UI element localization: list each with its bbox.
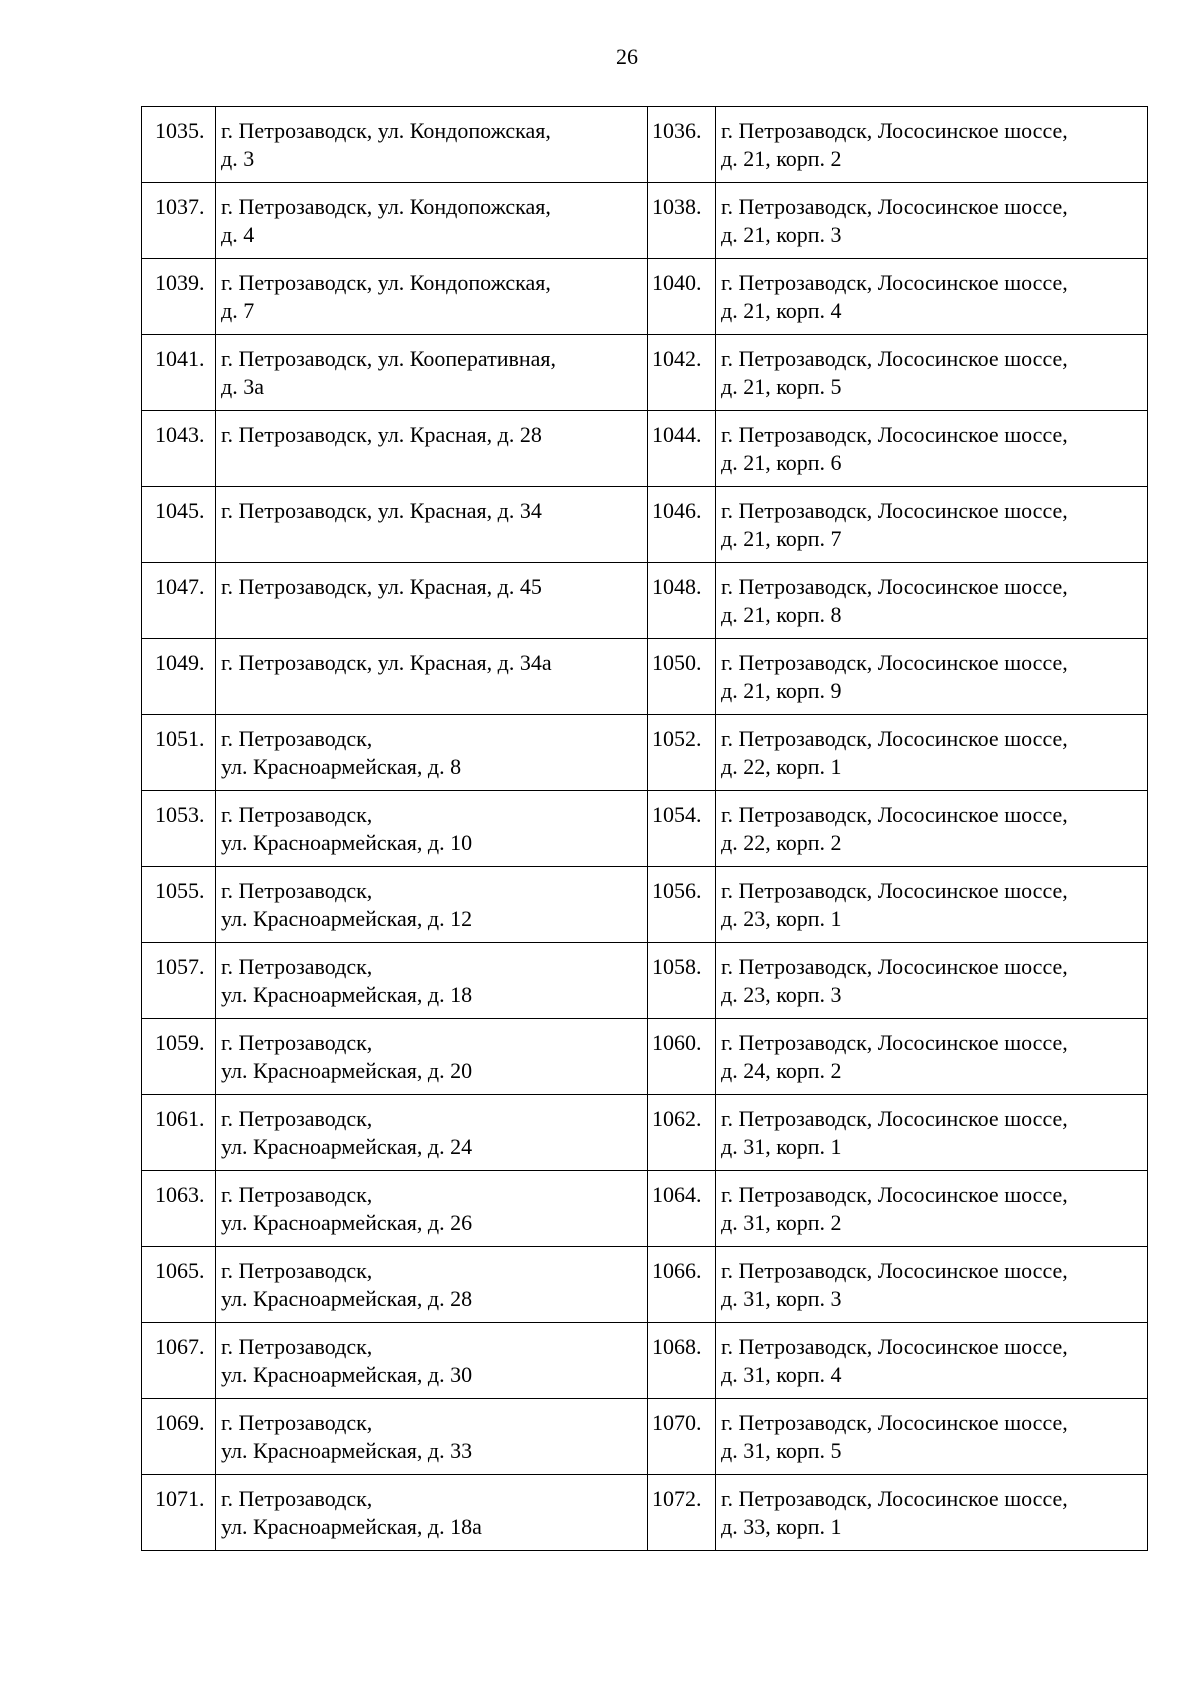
address-line: д. 23, корп. 1 <box>721 906 842 931</box>
left-entry-number: 1045. <box>142 487 216 563</box>
left-entry-number: 1051. <box>142 715 216 791</box>
address-line: ул. Красноармейская, д. 33 <box>221 1438 473 1463</box>
address-line: г. Петрозаводск, Лососинское шоссе, <box>721 954 1068 979</box>
address-line: г. Петрозаводск, ул. Кондопожская, <box>221 194 551 219</box>
address-line: д. 31, корп. 3 <box>721 1286 842 1311</box>
left-entry-number: 1063. <box>142 1171 216 1247</box>
left-entry-address <box>216 411 648 487</box>
left-entry-address <box>216 1171 648 1247</box>
right-entry-number: 1050. <box>648 639 716 715</box>
table-row <box>142 487 1148 563</box>
address-line: д. 3 <box>221 146 255 171</box>
address-line: ул. Красноармейская, д. 20 <box>221 1058 473 1083</box>
right-entry-number: 1048. <box>648 563 716 639</box>
address-line: д. 22, корп. 1 <box>721 754 842 779</box>
left-entry-number: 1057. <box>142 943 216 1019</box>
address-line: д. 31, корп. 1 <box>721 1134 842 1159</box>
left-entry-number: 1039. <box>142 259 216 335</box>
right-entry-number: 1054. <box>648 791 716 867</box>
address-line: д. 21, корп. 3 <box>721 222 842 247</box>
table-row <box>142 1399 1148 1475</box>
address-line: г. Петрозаводск, Лососинское шоссе, <box>721 802 1068 827</box>
address-line: д. 21, корп. 6 <box>721 450 842 475</box>
right-entry-number: 1060. <box>648 1019 716 1095</box>
address-line: г. Петрозаводск, Лососинское шоссе, <box>721 118 1068 143</box>
address-line: д. 21, корп. 8 <box>721 602 842 627</box>
address-line: г. Петрозаводск, <box>221 1258 373 1283</box>
address-line: г. Петрозаводск, Лососинское шоссе, <box>721 346 1068 371</box>
address-table <box>141 106 1148 1551</box>
left-entry-number: 1049. <box>142 639 216 715</box>
address-line: г. Петрозаводск, <box>221 1182 373 1207</box>
address-line: г. Петрозаводск, <box>221 1334 373 1359</box>
right-entry-address <box>716 487 1148 563</box>
address-line: г. Петрозаводск, <box>221 1106 373 1131</box>
table-row <box>142 1475 1148 1551</box>
address-line: г. Петрозаводск, <box>221 1030 373 1055</box>
address-line: д. 22, корп. 2 <box>721 830 842 855</box>
right-entry-number: 1062. <box>648 1095 716 1171</box>
address-line: г. Петрозаводск, Лососинское шоссе, <box>721 650 1068 675</box>
right-entry-number: 1072. <box>648 1475 716 1551</box>
left-entry-number: 1053. <box>142 791 216 867</box>
address-line: г. Петрозаводск, ул. Красная, д. 34а <box>221 650 552 675</box>
address-line: д. 23, корп. 3 <box>721 982 842 1007</box>
right-entry-address <box>716 107 1148 183</box>
address-line: г. Петрозаводск, ул. Кооперативная, <box>221 346 557 371</box>
address-line: г. Петрозаводск, Лососинское шоссе, <box>721 1106 1068 1131</box>
table-row <box>142 1171 1148 1247</box>
left-entry-address <box>216 1247 648 1323</box>
address-line: ул. Красноармейская, д. 30 <box>221 1362 473 1387</box>
address-line: ул. Красноармейская, д. 26 <box>221 1210 473 1235</box>
address-line: ул. Красноармейская, д. 18а <box>221 1514 482 1539</box>
address-line: г. Петрозаводск, Лососинское шоссе, <box>721 1258 1068 1283</box>
right-entry-address <box>716 715 1148 791</box>
right-entry-address <box>716 1475 1148 1551</box>
address-line: д. 21, корп. 7 <box>721 526 842 551</box>
address-line: г. Петрозаводск, Лососинское шоссе, <box>721 498 1068 523</box>
left-entry-address <box>216 867 648 943</box>
address-line: г. Петрозаводск, Лососинское шоссе, <box>721 1334 1068 1359</box>
right-entry-address <box>716 259 1148 335</box>
left-entry-number: 1069. <box>142 1399 216 1475</box>
left-entry-number: 1059. <box>142 1019 216 1095</box>
right-entry-number: 1066. <box>648 1247 716 1323</box>
left-entry-address <box>216 1323 648 1399</box>
address-line: ул. Красноармейская, д. 28 <box>221 1286 473 1311</box>
left-entry-address <box>216 183 648 259</box>
right-entry-address <box>716 335 1148 411</box>
address-line: д. 33, корп. 1 <box>721 1514 842 1539</box>
address-line: г. Петрозаводск, ул. Кондопожская, <box>221 270 551 295</box>
table-row <box>142 107 1148 183</box>
address-line: г. Петрозаводск, Лососинское шоссе, <box>721 422 1068 447</box>
right-entry-number: 1052. <box>648 715 716 791</box>
address-line: г. Петрозаводск, ул. Красная, д. 45 <box>221 574 542 599</box>
table-row <box>142 259 1148 335</box>
table-row <box>142 1247 1148 1323</box>
left-entry-number: 1065. <box>142 1247 216 1323</box>
address-line: г. Петрозаводск, Лососинское шоссе, <box>721 1182 1068 1207</box>
table-row <box>142 867 1148 943</box>
address-line: г. Петрозаводск, <box>221 1410 373 1435</box>
left-entry-address <box>216 1019 648 1095</box>
address-line: д. 21, корп. 9 <box>721 678 842 703</box>
left-entry-address <box>216 943 648 1019</box>
right-entry-number: 1056. <box>648 867 716 943</box>
table-row <box>142 1095 1148 1171</box>
address-line: д. 3а <box>221 374 264 399</box>
right-entry-number: 1046. <box>648 487 716 563</box>
address-line: д. 7 <box>221 298 255 323</box>
left-entry-address <box>216 1399 648 1475</box>
right-entry-address <box>716 411 1148 487</box>
table-row <box>142 183 1148 259</box>
right-entry-number: 1036. <box>648 107 716 183</box>
left-entry-number: 1037. <box>142 183 216 259</box>
right-entry-address <box>716 639 1148 715</box>
address-line: г. Петрозаводск, <box>221 954 373 979</box>
address-line: д. 31, корп. 4 <box>721 1362 842 1387</box>
address-line: ул. Красноармейская, д. 24 <box>221 1134 473 1159</box>
table-row <box>142 715 1148 791</box>
table-row <box>142 411 1148 487</box>
right-entry-address <box>716 1399 1148 1475</box>
left-entry-number: 1047. <box>142 563 216 639</box>
right-entry-address <box>716 1247 1148 1323</box>
right-entry-address <box>716 791 1148 867</box>
address-line: г. Петрозаводск, Лососинское шоссе, <box>721 878 1068 903</box>
address-line: ул. Красноармейская, д. 12 <box>221 906 473 931</box>
left-entry-address <box>216 487 648 563</box>
right-entry-number: 1042. <box>648 335 716 411</box>
left-entry-address <box>216 1095 648 1171</box>
address-line: д. 21, корп. 2 <box>721 146 842 171</box>
address-line: г. Петрозаводск, <box>221 802 373 827</box>
right-entry-number: 1070. <box>648 1399 716 1475</box>
address-table-body <box>142 107 1148 1551</box>
address-line: д. 21, корп. 4 <box>721 298 842 323</box>
address-line: г. Петрозаводск, <box>221 1486 373 1511</box>
right-entry-address <box>716 183 1148 259</box>
left-entry-number: 1055. <box>142 867 216 943</box>
address-line: д. 21, корп. 5 <box>721 374 842 399</box>
left-entry-address <box>216 1475 648 1551</box>
right-entry-address <box>716 1323 1148 1399</box>
right-entry-number: 1038. <box>648 183 716 259</box>
table-row <box>142 563 1148 639</box>
left-entry-address <box>216 791 648 867</box>
left-entry-number: 1061. <box>142 1095 216 1171</box>
address-line: д. 31, корп. 5 <box>721 1438 842 1463</box>
table-row <box>142 639 1148 715</box>
left-entry-address <box>216 563 648 639</box>
table-row <box>142 943 1148 1019</box>
address-line: г. Петрозаводск, Лососинское шоссе, <box>721 1486 1068 1511</box>
left-entry-number: 1041. <box>142 335 216 411</box>
left-entry-address <box>216 335 648 411</box>
right-entry-address <box>716 1095 1148 1171</box>
left-entry-number: 1043. <box>142 411 216 487</box>
right-entry-number: 1058. <box>648 943 716 1019</box>
address-line: ул. Красноармейская, д. 18 <box>221 982 473 1007</box>
table-row <box>142 1019 1148 1095</box>
address-line: г. Петрозаводск, Лососинское шоссе, <box>721 270 1068 295</box>
right-entry-address <box>716 563 1148 639</box>
right-entry-number: 1068. <box>648 1323 716 1399</box>
right-entry-address <box>716 1171 1148 1247</box>
address-line: г. Петрозаводск, ул. Красная, д. 28 <box>221 422 542 447</box>
page-number: 26 <box>616 44 638 69</box>
address-line: г. Петрозаводск, ул. Красная, д. 34 <box>221 498 542 523</box>
left-entry-address <box>216 639 648 715</box>
right-entry-number: 1064. <box>648 1171 716 1247</box>
right-entry-number: 1044. <box>648 411 716 487</box>
address-line: д. 4 <box>221 222 255 247</box>
address-line: г. Петрозаводск, Лососинское шоссе, <box>721 574 1068 599</box>
table-row <box>142 791 1148 867</box>
right-entry-address <box>716 1019 1148 1095</box>
right-entry-number: 1040. <box>648 259 716 335</box>
left-entry-number: 1071. <box>142 1475 216 1551</box>
address-line: ул. Красноармейская, д. 8 <box>221 754 462 779</box>
address-line: г. Петрозаводск, Лососинское шоссе, <box>721 1410 1068 1435</box>
right-entry-address <box>716 943 1148 1019</box>
right-entry-address <box>716 867 1148 943</box>
left-entry-address <box>216 259 648 335</box>
address-line: г. Петрозаводск, Лососинское шоссе, <box>721 194 1068 219</box>
table-row <box>142 335 1148 411</box>
table-row <box>142 1323 1148 1399</box>
address-line: г. Петрозаводск, Лососинское шоссе, <box>721 1030 1068 1055</box>
address-line: г. Петрозаводск, ул. Кондопожская, <box>221 118 551 143</box>
left-entry-number: 1067. <box>142 1323 216 1399</box>
address-line: г. Петрозаводск, <box>221 726 373 751</box>
address-line: д. 24, корп. 2 <box>721 1058 842 1083</box>
address-line: г. Петрозаводск, <box>221 878 373 903</box>
address-line: г. Петрозаводск, Лососинское шоссе, <box>721 726 1068 751</box>
address-line: ул. Красноармейская, д. 10 <box>221 830 473 855</box>
left-entry-address <box>216 715 648 791</box>
left-entry-number: 1035. <box>142 107 216 183</box>
address-line: д. 31, корп. 2 <box>721 1210 842 1235</box>
left-entry-address <box>216 107 648 183</box>
